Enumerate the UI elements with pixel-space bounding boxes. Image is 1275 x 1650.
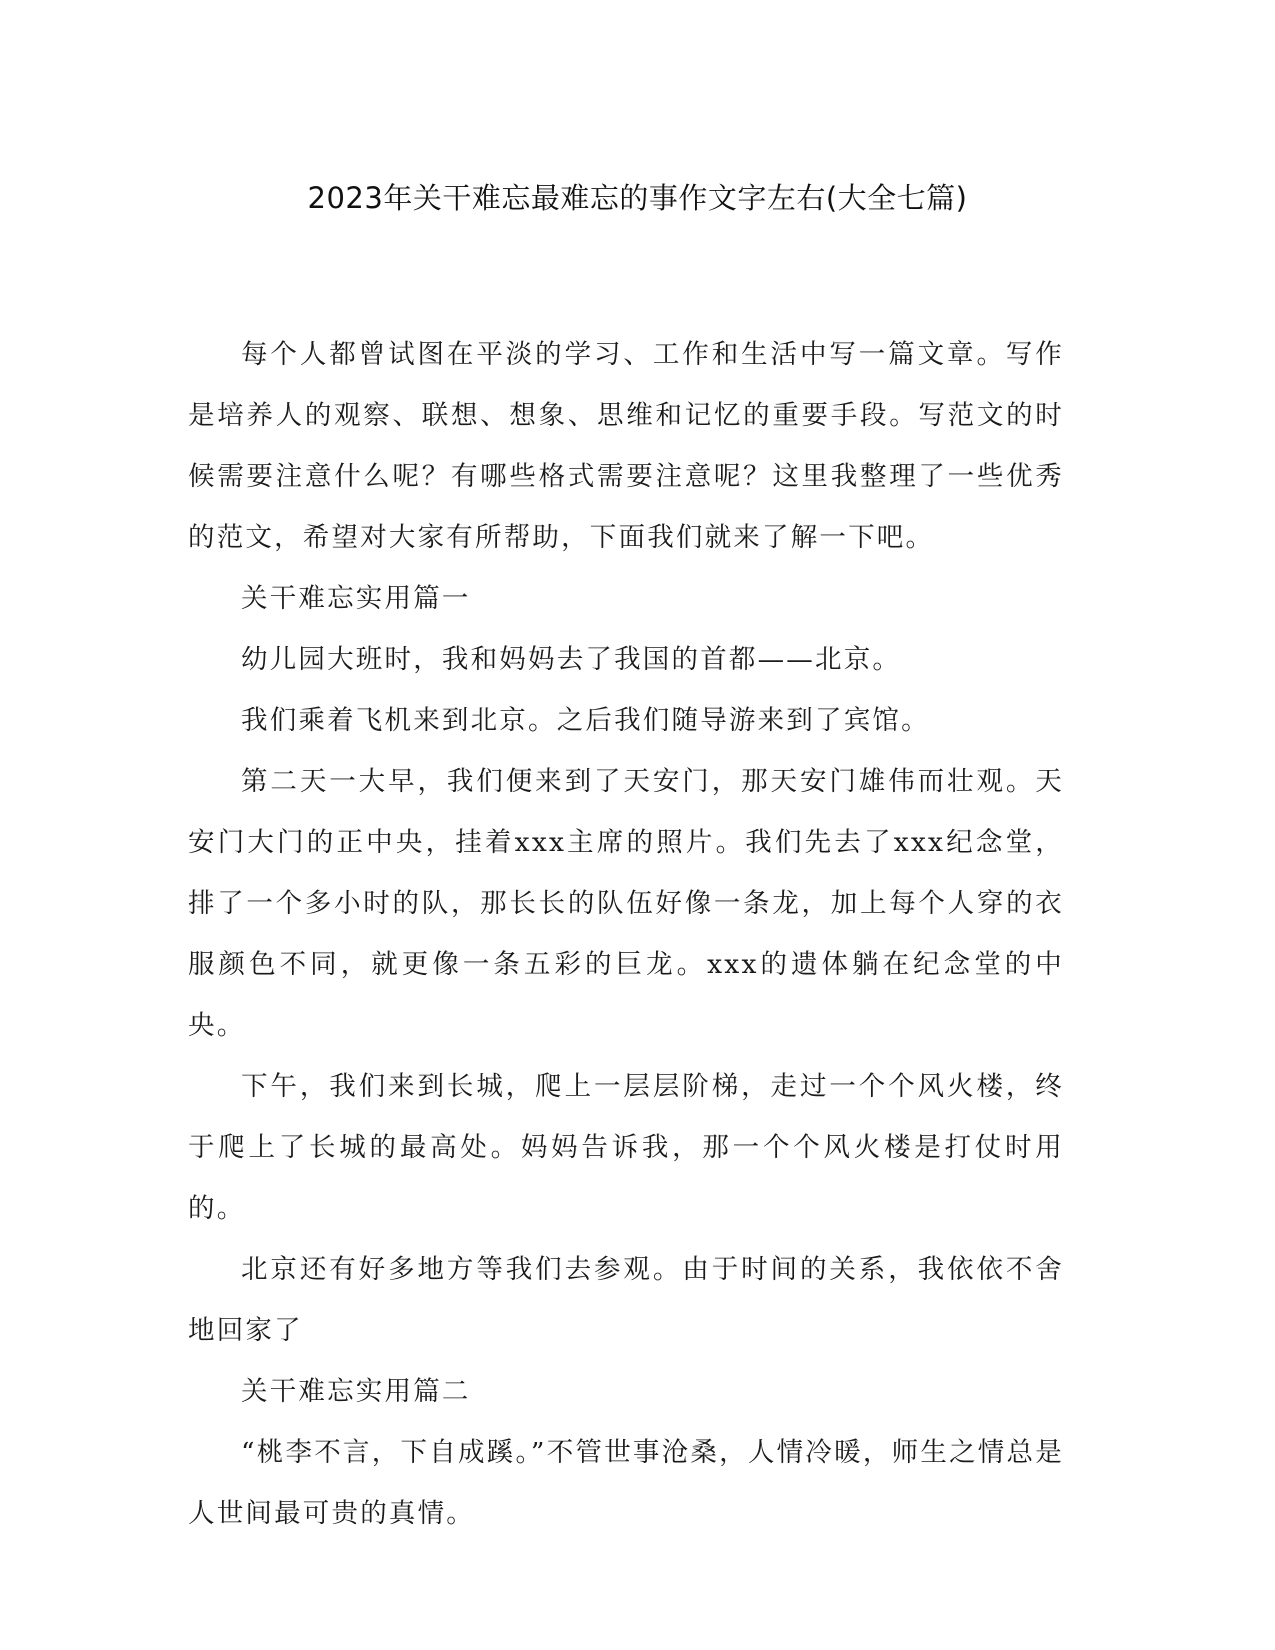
body-paragraph: 幼儿园大班时，我和妈妈去了我国的首都——北京。 xyxy=(241,644,902,675)
section-heading-1: 关干难忘实用篇一 xyxy=(241,583,471,614)
body-paragraph: 第二天一大早，我们便来到了天安门，那天安门雄伟而壮观。天安门大门的正中央，挂着xxx主席的照片。我们先去了xxx纪念堂，排了一个多小时的队，那长长的队伍好像一条龙，加上每个人穿的衣服颜色不同，就更像一条五彩的巨龙。xxx的遗体躺在纪念堂的中央。 xyxy=(188,766,1064,1041)
body-paragraph: “桃李不言，下自成蹊。”不管世事沧桑，人情冷暖，师生之情总是人世间最可贵的真情。 xyxy=(188,1437,1064,1529)
document-body xyxy=(188,324,1064,1544)
body-paragraph: 北京还有好多地方等我们去参观。由于时间的关系，我依依不舍地回家了 xyxy=(188,1254,1064,1346)
body-paragraph: 下午，我们来到长城，爬上一层层阶梯，走过一个个风火楼，终于爬上了长城的最高处。妈妈告诉我，那一个个风火楼是打仗时用的。 xyxy=(188,1071,1064,1224)
section-heading-2: 关干难忘实用篇二 xyxy=(241,1376,471,1407)
intro-paragraph: 每个人都曾试图在平淡的学习、工作和生活中写一篇文章。写作是培养人的观察、联想、想象、思维和记忆的重要手段。写范文的时候需要注意什么呢？有哪些格式需要注意呢？这里我整理了一些优秀的范文，希望对大家有所帮助，下面我们就来了解一下吧。 xyxy=(188,339,1064,553)
document-title: 2023年关干难忘最难忘的事作文字左右(大全七篇) xyxy=(307,181,968,215)
body-paragraph: 我们乘着飞机来到北京。之后我们随导游来到了宾馆。 xyxy=(241,705,930,736)
